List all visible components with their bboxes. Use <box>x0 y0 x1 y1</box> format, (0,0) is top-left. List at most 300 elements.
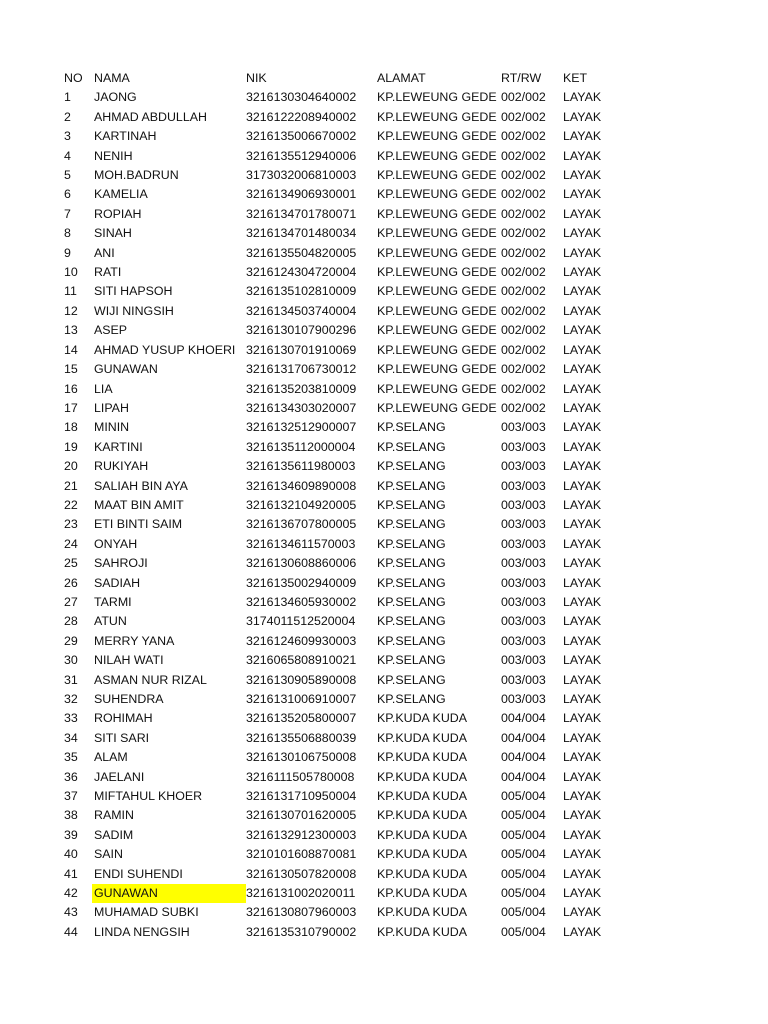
cell-nik[interactable]: 3174011512520004 <box>246 614 356 629</box>
cell-nik[interactable]: 3216135002940009 <box>246 575 357 590</box>
cell-nama[interactable]: LIA <box>94 381 113 396</box>
cell-alamat[interactable]: KP.LEWEUNG GEDE <box>377 129 497 144</box>
cell-no[interactable]: 28 <box>64 614 78 629</box>
cell-alamat[interactable]: KP.LEWEUNG GEDE <box>377 381 497 396</box>
cell-ket[interactable]: LAYAK <box>563 90 602 105</box>
cell-rtrw[interactable]: 003/003 <box>501 672 546 687</box>
table-row <box>60 535 623 554</box>
cell-ket[interactable]: LAYAK <box>563 692 602 706</box>
cell-rtrw[interactable]: 005/004 <box>501 847 546 862</box>
cell-nama[interactable]: SINAH <box>94 226 132 241</box>
cell-no[interactable]: 44 <box>64 924 78 939</box>
table-row <box>60 438 623 457</box>
cell-ket[interactable]: LAYAK <box>563 168 602 183</box>
cell-rtrw[interactable]: 002/002 <box>501 168 546 183</box>
cell-alamat[interactable]: KP.KUDA KUDA <box>377 847 467 862</box>
cell-alamat[interactable]: KP.SELANG <box>377 594 446 609</box>
cell-rtrw[interactable]: 002/002 <box>501 109 546 124</box>
cell-nama[interactable]: NENIH <box>94 148 133 163</box>
cell-nama[interactable]: SITI SARI <box>94 730 150 745</box>
header-no[interactable]: NO <box>64 71 83 85</box>
table-row <box>60 768 623 787</box>
cell-nama[interactable]: GUNAWAN <box>92 884 246 903</box>
cell-alamat[interactable]: KP.LEWEUNG GEDE <box>377 342 497 357</box>
cell-rtrw[interactable]: 002/002 <box>501 342 546 357</box>
cell-rtrw[interactable]: 002/002 <box>501 129 546 144</box>
cell-nik[interactable]: 3216134303020007 <box>246 400 357 415</box>
cell-nik[interactable]: 3216134906930001 <box>246 187 357 202</box>
cell-nama[interactable]: KARTINI <box>94 439 143 454</box>
cell-nik[interactable]: 3216130304640002 <box>246 90 357 105</box>
header-alamat[interactable]: ALAMAT <box>377 71 426 85</box>
cell-nama[interactable]: MIFTAHUL KHOER <box>94 789 203 804</box>
cell-alamat[interactable]: KP.KUDA KUDA <box>377 808 467 823</box>
cell-nik[interactable]: 3216135504820005 <box>246 245 357 260</box>
cell-nik[interactable]: 3216131706730012 <box>246 362 357 377</box>
cell-rtrw[interactable]: 002/002 <box>501 284 546 299</box>
cell-alamat[interactable]: KP.LEWEUNG GEDE <box>377 109 497 124</box>
table-row <box>60 224 623 243</box>
cell-rtrw[interactable]: 002/002 <box>501 362 546 377</box>
cell-nik[interactable]: 3216134609890008 <box>246 478 357 493</box>
table-row <box>60 903 623 922</box>
header-row <box>60 69 623 88</box>
cell-ket[interactable]: LAYAK <box>563 342 602 357</box>
cell-ket[interactable]: LAYAK <box>563 886 602 901</box>
cell-no[interactable]: 4 <box>64 148 71 163</box>
cell-ket[interactable]: LAYAK <box>563 750 602 765</box>
cell-ket[interactable]: LAYAK <box>563 148 602 163</box>
table-row <box>60 884 623 903</box>
cell-nik[interactable]: 3216134605930002 <box>246 594 357 609</box>
cell-ket[interactable]: LAYAK <box>563 226 602 241</box>
cell-ket[interactable]: LAYAK <box>563 905 602 920</box>
table-row <box>60 806 623 825</box>
header-nik[interactable]: NIK <box>246 71 267 85</box>
cell-no[interactable]: 15 <box>64 362 78 377</box>
cell-alamat[interactable]: KP.LEWEUNG GEDE <box>377 362 497 377</box>
cell-no[interactable]: 20 <box>64 459 78 474</box>
cell-ket[interactable]: LAYAK <box>563 362 602 377</box>
cell-no[interactable]: 7 <box>64 206 71 221</box>
cell-alamat[interactable]: KP.LEWEUNG GEDE <box>377 303 497 318</box>
cell-nik[interactable]: 3216124609930003 <box>246 633 357 648</box>
cell-no[interactable]: 40 <box>64 847 78 862</box>
cell-alamat[interactable]: KP.LEWEUNG GEDE <box>377 400 497 415</box>
cell-alamat[interactable]: KP.KUDA KUDA <box>377 886 467 901</box>
cell-nama[interactable]: RUKIYAH <box>94 459 149 474</box>
cell-ket[interactable]: LAYAK <box>563 420 602 435</box>
table-row <box>60 651 623 670</box>
cell-no[interactable]: 29 <box>64 633 78 648</box>
cell-no[interactable]: 13 <box>64 323 78 338</box>
cell-nik[interactable]: 3216135006670002 <box>246 129 357 144</box>
cell-nama[interactable]: ONYAH <box>94 536 138 551</box>
cell-rtrw[interactable]: 003/003 <box>501 439 546 454</box>
cell-no[interactable]: 21 <box>64 478 78 493</box>
cell-nik[interactable]: 3216111505780008 <box>246 769 355 784</box>
cell-nama[interactable]: MERRY YANA <box>94 633 175 648</box>
cell-no[interactable]: 36 <box>64 769 78 784</box>
table-row <box>60 166 623 185</box>
cell-alamat[interactable]: KP.KUDA KUDA <box>377 905 467 920</box>
cell-nama[interactable]: ROHIMAH <box>94 711 153 726</box>
cell-nama[interactable]: ATUN <box>94 614 127 629</box>
cell-ket[interactable]: LAYAK <box>563 439 602 454</box>
cell-alamat[interactable]: KP.SELANG <box>377 459 446 474</box>
cell-nik[interactable]: 3216130807960003 <box>246 905 357 920</box>
cell-nik[interactable]: 3210101608870081 <box>246 847 357 862</box>
cell-nik[interactable]: 3216065808910021 <box>246 653 357 668</box>
cell-rtrw[interactable]: 003/003 <box>501 497 546 512</box>
cell-alamat[interactable]: KP.SELANG <box>377 439 446 454</box>
cell-rtrw[interactable]: 002/002 <box>501 245 546 260</box>
table-row <box>60 244 623 263</box>
cell-nama[interactable]: ROPIAH <box>94 206 142 221</box>
cell-alamat[interactable]: KP.SELANG <box>377 575 446 590</box>
cell-nama[interactable]: LIPAH <box>94 400 129 415</box>
cell-no[interactable]: 38 <box>64 808 78 823</box>
cell-alamat[interactable]: KP.LEWEUNG GEDE <box>377 148 497 163</box>
cell-nik[interactable]: 3216135611980003 <box>246 459 356 474</box>
cell-rtrw[interactable]: 002/002 <box>501 148 546 163</box>
cell-alamat[interactable]: KP.SELANG <box>377 536 446 551</box>
cell-no[interactable]: 26 <box>64 575 78 590</box>
cell-alamat[interactable]: KP.KUDA KUDA <box>377 827 467 842</box>
cell-nama[interactable]: SAHROJI <box>94 556 148 571</box>
cell-nama[interactable]: TARMI <box>94 594 132 609</box>
cell-rtrw[interactable]: 003/003 <box>501 420 546 435</box>
cell-no[interactable]: 8 <box>64 226 71 241</box>
cell-nik[interactable]: 3216136707800005 <box>246 517 357 532</box>
table-row <box>60 457 623 476</box>
cell-nik[interactable]: 3216135102810009 <box>246 284 357 299</box>
cell-nik[interactable]: 3216130701910069 <box>246 342 357 357</box>
cell-rtrw[interactable]: 002/002 <box>501 381 546 396</box>
cell-rtrw[interactable]: 004/004 <box>501 750 546 765</box>
cell-no[interactable]: 10 <box>64 265 78 280</box>
cell-nik[interactable]: 3216130107900296 <box>246 323 357 338</box>
cell-alamat[interactable]: KP.KUDA KUDA <box>377 711 467 726</box>
cell-ket[interactable]: LAYAK <box>563 206 602 221</box>
cell-nama[interactable]: RAMIN <box>94 808 134 823</box>
cell-alamat[interactable]: KP.LEWEUNG GEDE <box>377 323 497 338</box>
cell-nama[interactable]: SITI HAPSOH <box>94 284 173 299</box>
cell-alamat[interactable]: KP.SELANG <box>377 614 446 629</box>
cell-rtrw[interactable]: 002/002 <box>501 265 546 280</box>
cell-ket[interactable]: LAYAK <box>563 847 602 862</box>
cell-nama[interactable]: NILAH WATI <box>94 653 164 668</box>
cell-rtrw[interactable]: 003/003 <box>501 517 546 532</box>
cell-nik[interactable]: 3216130106750008 <box>246 750 357 765</box>
cell-nama[interactable]: AHMAD ABDULLAH <box>94 109 207 124</box>
cell-nama[interactable]: JAONG <box>94 90 137 105</box>
table-row <box>60 865 623 884</box>
cell-no[interactable]: 39 <box>64 827 78 842</box>
cell-no[interactable]: 12 <box>64 303 78 318</box>
table-row <box>60 671 623 690</box>
cell-rtrw[interactable]: 002/002 <box>501 187 546 202</box>
cell-rtrw[interactable]: 002/002 <box>501 226 546 241</box>
cell-rtrw[interactable]: 002/002 <box>501 206 546 221</box>
cell-no[interactable]: 16 <box>64 381 78 396</box>
cell-alamat[interactable]: KP.KUDA KUDA <box>377 866 467 881</box>
cell-nik[interactable]: 3216135506880039 <box>246 730 357 745</box>
cell-rtrw[interactable]: 003/003 <box>501 614 546 629</box>
cell-nik[interactable]: 3216135112000004 <box>246 439 356 454</box>
cell-ket[interactable]: LAYAK <box>563 536 602 551</box>
cell-alamat[interactable]: KP.LEWEUNG GEDE <box>377 284 497 299</box>
cell-ket[interactable]: LAYAK <box>563 730 602 745</box>
cell-nik[interactable]: 3216135512940006 <box>246 148 357 163</box>
cell-rtrw[interactable]: 002/002 <box>501 90 546 105</box>
cell-nik[interactable]: 3216124304720004 <box>246 265 357 280</box>
cell-nama[interactable]: ALAM <box>94 750 128 765</box>
cell-ket[interactable]: LAYAK <box>563 381 602 396</box>
cell-nama[interactable]: JAELANI <box>94 769 145 784</box>
cell-nik[interactable]: 3216132512900007 <box>246 420 357 435</box>
cell-no[interactable]: 24 <box>64 536 78 551</box>
cell-no[interactable]: 30 <box>64 653 78 668</box>
cell-ket[interactable]: LAYAK <box>563 827 602 842</box>
cell-rtrw[interactable]: 002/002 <box>501 303 546 318</box>
cell-no[interactable]: 1 <box>64 90 71 105</box>
cell-alamat[interactable]: KP.SELANG <box>377 517 446 532</box>
cell-nama[interactable]: MININ <box>94 420 130 435</box>
cell-alamat[interactable]: KP.SELANG <box>377 556 446 571</box>
cell-rtrw[interactable]: 005/004 <box>501 827 546 842</box>
cell-ket[interactable]: LAYAK <box>563 109 602 124</box>
table-row <box>60 923 623 942</box>
cell-alamat[interactable]: KP.LEWEUNG GEDE <box>377 187 497 202</box>
cell-nik[interactable]: 3216122208940002 <box>246 109 357 124</box>
cell-alamat[interactable]: KP.SELANG <box>377 672 446 687</box>
cell-ket[interactable]: LAYAK <box>563 594 602 609</box>
cell-nama[interactable]: SUHENDRA <box>94 692 164 706</box>
cell-nik[interactable]: 3216130608860006 <box>246 556 357 571</box>
cell-ket[interactable]: LAYAK <box>563 459 602 474</box>
table-row <box>60 574 623 593</box>
cell-nama[interactable]: LINDA NENGSIH <box>94 924 190 939</box>
cell-rtrw[interactable]: 003/003 <box>501 459 546 474</box>
cell-rtrw[interactable]: 003/003 <box>501 556 546 571</box>
cell-ket[interactable]: LAYAK <box>563 575 602 590</box>
cell-no[interactable]: 37 <box>64 789 78 804</box>
cell-ket[interactable]: LAYAK <box>563 265 602 280</box>
cell-ket[interactable]: LAYAK <box>563 672 602 687</box>
cell-nama[interactable]: RATI <box>94 265 122 280</box>
cell-no[interactable]: 25 <box>64 556 78 571</box>
cell-no[interactable]: 35 <box>64 750 78 765</box>
cell-nama[interactable]: KAMELIA <box>94 187 148 202</box>
cell-ket[interactable]: LAYAK <box>563 303 602 318</box>
cell-rtrw[interactable]: 003/003 <box>501 575 546 590</box>
cell-ket[interactable]: LAYAK <box>563 284 602 299</box>
cell-no[interactable]: 17 <box>64 400 78 415</box>
table-row <box>60 263 623 282</box>
cell-no[interactable]: 42 <box>64 886 78 901</box>
table-row <box>60 185 623 204</box>
cell-ket[interactable]: LAYAK <box>563 187 602 202</box>
cell-rtrw[interactable]: 002/002 <box>501 323 546 338</box>
cell-ket[interactable]: LAYAK <box>563 517 602 532</box>
cell-no[interactable]: 27 <box>64 594 78 609</box>
cell-rtrw[interactable]: 004/004 <box>501 711 546 726</box>
cell-rtrw[interactable]: 005/004 <box>501 789 546 804</box>
cell-rtrw[interactable]: 004/004 <box>501 730 546 745</box>
cell-no[interactable]: 14 <box>64 342 78 357</box>
cell-ket[interactable]: LAYAK <box>563 653 602 668</box>
cell-nama[interactable]: ANI <box>94 245 115 260</box>
cell-ket[interactable]: LAYAK <box>563 245 602 260</box>
table-row <box>60 418 623 437</box>
cell-rtrw[interactable]: 005/004 <box>501 866 546 881</box>
cell-no[interactable]: 3 <box>64 129 71 144</box>
cell-rtrw[interactable]: 003/003 <box>501 536 546 551</box>
cell-nik[interactable]: 3173032006810003 <box>246 168 357 183</box>
cell-nama[interactable]: ENDI SUHENDI <box>94 866 183 881</box>
cell-ket[interactable]: LAYAK <box>563 769 602 784</box>
table-row <box>60 709 623 728</box>
cell-rtrw[interactable]: 003/003 <box>501 478 546 493</box>
cell-ket[interactable]: LAYAK <box>563 614 602 629</box>
data-table <box>60 69 623 942</box>
cell-rtrw[interactable]: 002/002 <box>501 400 546 415</box>
cell-nik[interactable]: 3216135205800007 <box>246 711 357 726</box>
cell-ket[interactable]: LAYAK <box>563 866 602 881</box>
header-rtrw[interactable]: RT/RW <box>501 71 542 85</box>
cell-no[interactable]: 5 <box>64 168 71 183</box>
cell-ket[interactable]: LAYAK <box>563 808 602 823</box>
cell-alamat[interactable]: KP.LEWEUNG GEDE <box>377 245 497 260</box>
cell-alamat[interactable]: KP.LEWEUNG GEDE <box>377 265 497 280</box>
cell-nik[interactable]: 3216134503740004 <box>246 303 357 318</box>
table-row <box>60 787 623 806</box>
cell-nama[interactable]: AHMAD YUSUP KHOERI <box>94 342 236 357</box>
cell-ket[interactable]: LAYAK <box>563 556 602 571</box>
cell-ket[interactable]: LAYAK <box>563 789 602 804</box>
cell-nik[interactable]: 3216132104920005 <box>246 497 357 512</box>
cell-alamat[interactable]: KP.KUDA KUDA <box>377 769 467 784</box>
cell-no[interactable]: 33 <box>64 711 78 726</box>
cell-alamat[interactable]: KP.SELANG <box>377 497 446 512</box>
cell-no[interactable]: 2 <box>64 109 71 124</box>
cell-rtrw[interactable]: 003/003 <box>501 594 546 609</box>
cell-alamat[interactable]: KP.LEWEUNG GEDE <box>377 90 497 105</box>
cell-no[interactable]: 43 <box>64 905 78 920</box>
cell-nik[interactable]: 3216131006910007 <box>246 692 357 706</box>
cell-alamat[interactable]: KP.SELANG <box>377 692 446 706</box>
cell-rtrw[interactable]: 003/003 <box>501 692 546 706</box>
cell-nama[interactable]: SADIAH <box>94 575 141 590</box>
cell-nama[interactable]: WIJI NINGSIH <box>94 303 174 318</box>
cell-nik[interactable]: 3216135310790002 <box>246 924 357 939</box>
cell-nik[interactable]: 3216134701780071 <box>246 206 357 221</box>
table-row <box>60 321 623 340</box>
cell-ket[interactable]: LAYAK <box>563 400 602 415</box>
cell-nama[interactable]: ASMAN NUR RIZAL <box>94 672 207 687</box>
cell-ket[interactable]: LAYAK <box>563 924 602 939</box>
cell-alamat[interactable]: KP.KUDA KUDA <box>377 789 467 804</box>
cell-no[interactable]: 19 <box>64 439 78 454</box>
header-nama[interactable]: NAMA <box>94 71 130 85</box>
cell-no[interactable]: 6 <box>64 187 71 202</box>
cell-nama[interactable]: MOH.BADRUN <box>94 168 179 183</box>
cell-alamat[interactable]: KP.SELANG <box>377 420 446 435</box>
table-row <box>60 341 623 360</box>
cell-nama[interactable]: MUHAMAD SUBKI <box>94 905 199 920</box>
cell-rtrw[interactable]: 003/003 <box>501 633 546 648</box>
cell-nik[interactable]: 3216134611570003 <box>246 536 356 551</box>
cell-no[interactable]: 31 <box>64 672 78 687</box>
cell-alamat[interactable]: KP.SELANG <box>377 633 446 648</box>
cell-nik[interactable]: 3216130701620005 <box>246 808 357 823</box>
cell-nama[interactable]: GUNAWAN <box>94 362 158 377</box>
cell-nik[interactable]: 3216131002020011 <box>246 886 356 901</box>
table-row <box>60 496 623 515</box>
cell-alamat[interactable]: KP.SELANG <box>377 653 446 668</box>
cell-ket[interactable]: LAYAK <box>563 497 602 512</box>
cell-no[interactable]: 32 <box>64 692 78 706</box>
cell-nik[interactable]: 3216134701480034 <box>246 226 357 241</box>
header-ket[interactable]: KET <box>563 71 588 85</box>
table-row <box>60 845 623 864</box>
cell-nama[interactable]: ETI BINTI SAIM <box>94 517 183 532</box>
cell-alamat[interactable]: KP.SELANG <box>377 478 446 493</box>
cell-nik[interactable]: 3216132912300003 <box>246 827 357 842</box>
cell-ket[interactable]: LAYAK <box>563 323 602 338</box>
cell-rtrw[interactable]: 003/003 <box>501 653 546 668</box>
cell-alamat[interactable]: KP.KUDA KUDA <box>377 750 467 765</box>
cell-nama[interactable]: ASEP <box>94 323 128 338</box>
cell-no[interactable]: 22 <box>64 497 78 512</box>
table-row <box>60 127 623 146</box>
cell-no[interactable]: 11 <box>64 284 77 299</box>
cell-nama[interactable]: SALIAH BIN AYA <box>94 478 188 493</box>
cell-nik[interactable]: 3216130905890008 <box>246 672 357 687</box>
cell-rtrw[interactable]: 005/004 <box>501 905 546 920</box>
cell-no[interactable]: 23 <box>64 517 78 532</box>
cell-ket[interactable]: LAYAK <box>563 633 602 648</box>
cell-no[interactable]: 41 <box>64 866 78 881</box>
cell-ket[interactable]: LAYAK <box>563 711 602 726</box>
cell-rtrw[interactable]: 005/004 <box>501 886 546 901</box>
cell-ket[interactable]: LAYAK <box>563 129 602 144</box>
cell-nik[interactable]: 3216131710950004 <box>246 789 357 804</box>
cell-rtrw[interactable]: 005/004 <box>501 924 546 939</box>
cell-no[interactable]: 18 <box>64 420 78 435</box>
cell-alamat[interactable]: KP.KUDA KUDA <box>377 730 467 745</box>
cell-alamat[interactable]: KP.KUDA KUDA <box>377 924 467 939</box>
cell-alamat[interactable]: KP.LEWEUNG GEDE <box>377 206 497 221</box>
table-row <box>60 593 623 612</box>
cell-nama[interactable]: MAAT BIN AMIT <box>94 497 184 512</box>
cell-no[interactable]: 9 <box>64 245 71 260</box>
cell-nama[interactable]: SAIN <box>94 847 123 862</box>
table-row <box>60 360 623 379</box>
cell-nama[interactable]: KARTINAH <box>94 129 157 144</box>
cell-rtrw[interactable]: 005/004 <box>501 808 546 823</box>
cell-ket[interactable]: LAYAK <box>563 478 602 493</box>
cell-nik[interactable]: 3216135203810009 <box>246 381 357 396</box>
cell-alamat[interactable]: KP.LEWEUNG GEDE <box>377 226 497 241</box>
cell-rtrw[interactable]: 004/004 <box>501 769 546 784</box>
cell-no[interactable]: 34 <box>64 730 78 745</box>
cell-nama[interactable]: SADIM <box>94 827 134 842</box>
cell-alamat[interactable]: KP.LEWEUNG GEDE <box>377 168 497 183</box>
cell-nik[interactable]: 3216130507820008 <box>246 866 357 881</box>
table-row <box>60 748 623 767</box>
